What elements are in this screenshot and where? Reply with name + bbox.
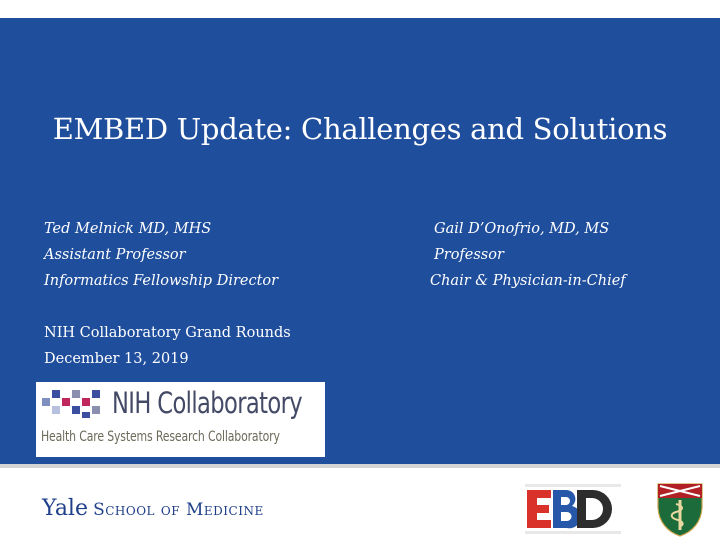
speaker-left-position: Informatics Fellowship Director <box>44 273 279 289</box>
nih-logo-name: NIH Collaboratory <box>112 386 303 420</box>
speaker-left-role: Assistant Professor <box>44 247 186 263</box>
nih-squares-icon <box>42 390 104 420</box>
speaker-left <box>44 216 278 294</box>
event-date: December 13, 2019 <box>44 351 189 367</box>
ebd-logo <box>523 482 623 536</box>
yale-medicine-shield-icon <box>656 482 704 538</box>
speaker-left-name: Ted Melnick MD, MHS <box>44 221 212 237</box>
speaker-right <box>430 216 626 294</box>
top-strip <box>0 0 720 18</box>
slide-title: EMBED Update: Challenges and Solutions <box>52 112 668 146</box>
event-name: NIH Collaboratory Grand Rounds <box>44 325 291 341</box>
nih-logo-subtitle: Health Care Systems Research Collaboratory <box>41 429 280 445</box>
speaker-right-position: Chair & Physician-in-Chief <box>430 273 626 289</box>
nih-collaboratory-logo <box>36 382 325 457</box>
speaker-right-name: Gail D’Onofrio, MD, MS <box>434 221 610 237</box>
footer-divider <box>0 464 720 468</box>
event-info <box>44 320 291 372</box>
yale-school-of-medicine-logo <box>42 496 264 521</box>
speaker-right-role: Professor <box>434 247 504 263</box>
school-of-medicine-text: School of Medicine <box>93 500 264 520</box>
yale-wordmark: Yale <box>42 496 88 521</box>
